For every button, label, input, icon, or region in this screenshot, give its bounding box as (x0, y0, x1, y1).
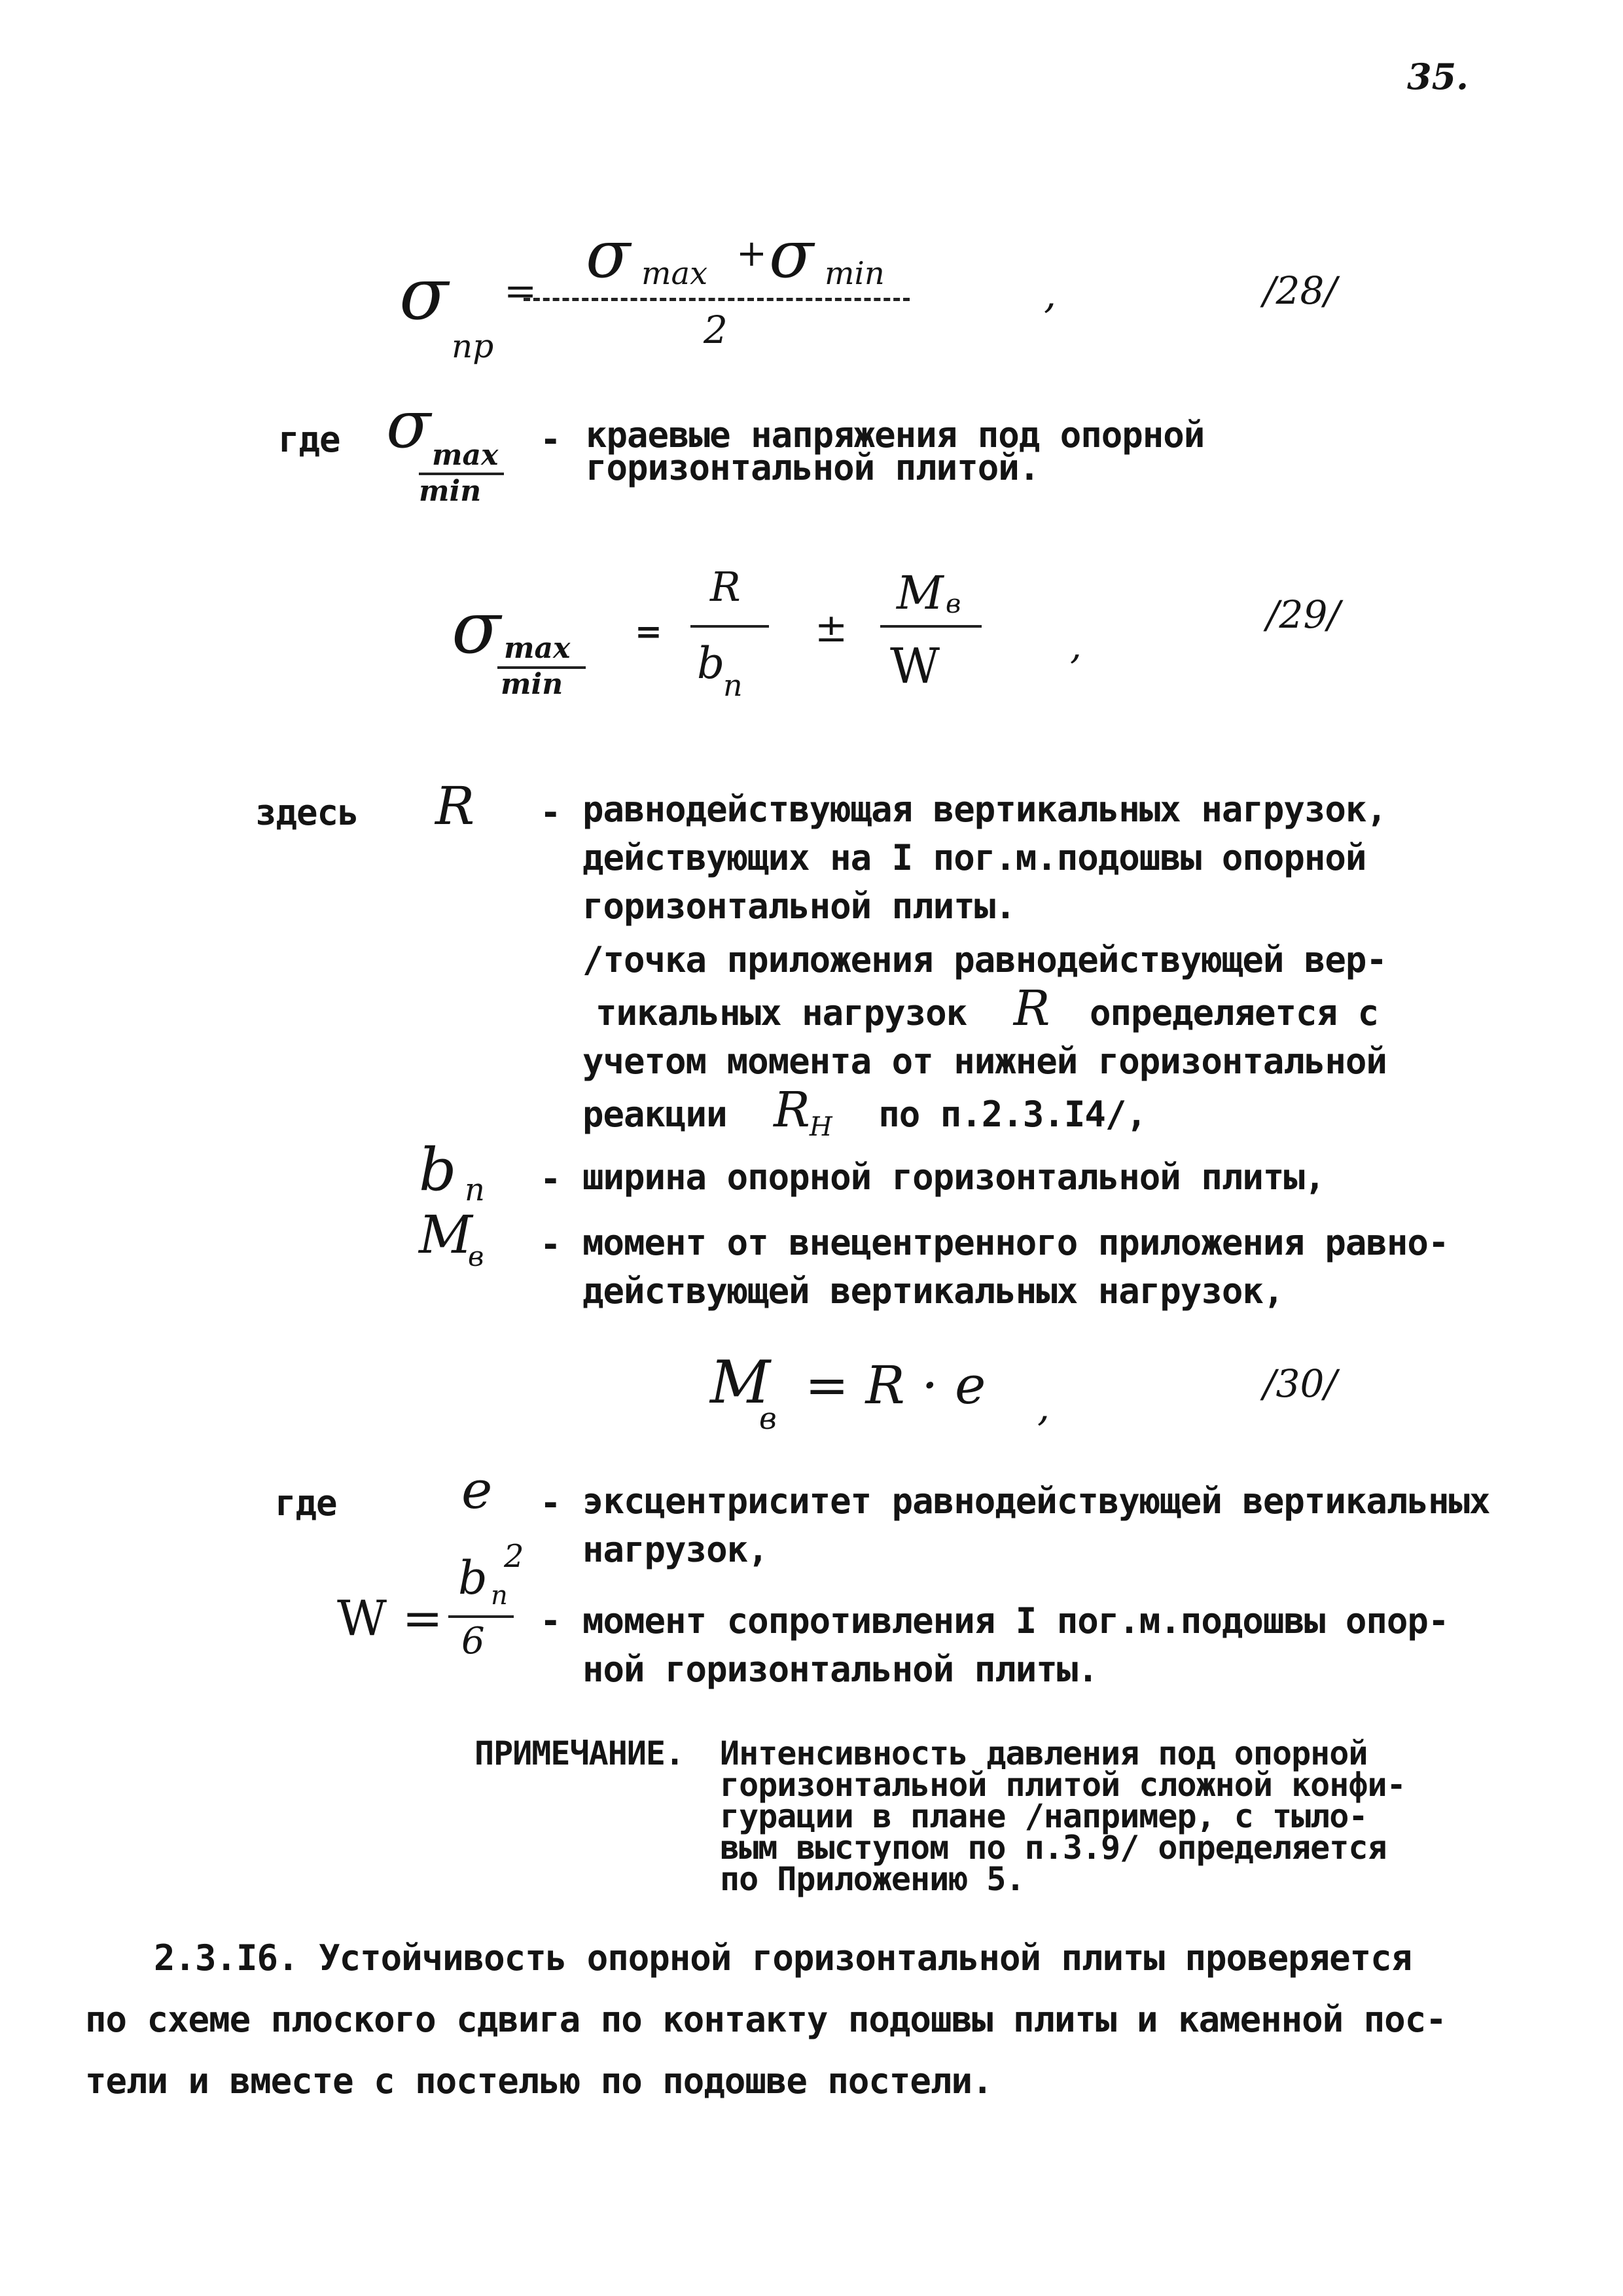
eq29-plus-minus: ± (815, 605, 848, 651)
eq30-comma: , (1037, 1384, 1050, 1430)
note-line-4: вым выступом по п.3.9/ определяется (720, 1829, 1387, 1867)
def-b-symbol: b (419, 1136, 457, 1204)
note-body (720, 1734, 1406, 1898)
eq30-lhs: M (710, 1348, 771, 1417)
def-R-paren-line-4a: реакции (582, 1094, 727, 1135)
eq28-denominator: 2 (704, 308, 728, 352)
where1-description (586, 414, 1205, 488)
eq28-equals: = (504, 268, 537, 314)
def-W-line-1: момент сопротивления I пог.м.подошвы опор- (582, 1600, 1449, 1641)
def-e-description (582, 1477, 1489, 1574)
def-R-paren-line-2b: определяется с (1089, 992, 1379, 1033)
def-M-dash: - (540, 1224, 562, 1265)
eq29-f2-num-sub: в (946, 589, 961, 619)
note-line-3: гурации в плане /например, с тыло- (720, 1797, 1368, 1835)
where-word-2: где (275, 1482, 337, 1524)
def-W-num-sub: п (491, 1581, 508, 1611)
def-R-paren-line-4b: по п.2.3.I4/, (878, 1094, 1147, 1135)
eq29-f2-bar (880, 625, 982, 628)
eq29-equals: = (635, 612, 662, 651)
eq29-f1-den-sub: п (723, 668, 743, 703)
eq28-num-sub-min: min (825, 255, 885, 292)
def-W-num: b (458, 1551, 488, 1605)
def-b-sub: п (465, 1172, 485, 1208)
eq28-fraction-bar (524, 298, 910, 301)
where1-sigma-sub: min (419, 475, 482, 508)
where-word-1: где (278, 419, 340, 460)
def-W-description (582, 1597, 1448, 1694)
where1-dash: - (540, 419, 562, 460)
def-M-description (582, 1219, 1448, 1316)
def-R-paren-line-2 (582, 980, 1387, 1037)
def-M-sub: в (468, 1240, 484, 1272)
def-M-line-1: момент от внецентренного приложения равно- (582, 1222, 1449, 1263)
eq28-num-sub-max: max (641, 255, 708, 292)
def-R-paren-RH-sub: Н (809, 1112, 832, 1142)
para-line-1: 2.3.I6. Устойчивость опорной горизонтальной плиты проверяется (154, 1937, 1412, 1979)
eq29-f1-den: b (697, 638, 725, 689)
where1-sigma-sup: max (432, 439, 499, 472)
def-W-den: 6 (461, 1620, 485, 1662)
def-W-dash: - (540, 1600, 562, 1641)
eq28-lhs-sub: пр (452, 327, 494, 365)
eq29-lhs-sigma: σ (452, 586, 501, 670)
where1-sigma: σ (386, 386, 431, 463)
def-R-description (582, 785, 1387, 1151)
def-e-line-1: эксцентриситет равнодействующей вертикальных (582, 1480, 1490, 1522)
page-number: 35. (1407, 56, 1469, 98)
eq30-number: /30/ (1263, 1361, 1337, 1406)
eq29-number: /29/ (1266, 592, 1340, 637)
eq30-rhs: = R · e (805, 1355, 986, 1416)
def-e-line-2: нагрузок, (582, 1529, 768, 1570)
eq29-f1-bar (690, 625, 769, 628)
eq28-num-sigma-b: σ (769, 216, 814, 293)
note-line-1: Интенсивность давления под опорной (720, 1734, 1368, 1772)
eq28-lhs-sigma: σ (399, 252, 449, 336)
def-b-text: ширина опорной горизонтальной плиты, (582, 1157, 1325, 1198)
eq28-comma: , (1044, 272, 1057, 317)
def-R-line-3: горизонтальной плиты. (582, 886, 1016, 927)
def-M-symbol: M (419, 1204, 473, 1265)
def-W-lhs: W = (337, 1590, 443, 1647)
def-W-line-2: ной горизонтальной плиты. (582, 1649, 1098, 1690)
def-R-line-2: действующих на I пог.м.подошвы опорной (582, 837, 1366, 878)
def-R-paren-line-3: учетом момента от нижней горизонтальной (582, 1041, 1387, 1082)
def-M-line-2: действующей вертикальных нагрузок, (582, 1270, 1284, 1312)
def-e-dash: - (540, 1482, 562, 1524)
def-R-paren-line-2a: тикальных нагрузок (596, 992, 967, 1033)
eq28-num-op: + (736, 232, 767, 275)
eq29-lhs-sup: max (504, 632, 571, 665)
eq28-number: /28/ (1263, 268, 1337, 313)
note-line-5: по Приложению 5. (720, 1860, 1025, 1898)
def-R-paren-line-1: /точка приложения равнодействующей вер- (582, 939, 1387, 980)
eq28-num-sigma-a: σ (586, 216, 631, 293)
eq29-lhs-sub: min (501, 668, 563, 701)
def-b-dash: - (540, 1158, 562, 1200)
note-label: ПРИМЕЧАНИЕ. (474, 1734, 685, 1772)
where1-line-1: краевые напряжения под опорной (586, 414, 1205, 456)
where1-line-2: горизонтальной плитой. (586, 447, 1040, 488)
def-e-symbol: e (461, 1460, 493, 1520)
para-line-2: по схеме плоского сдвига по контакту подошвы плиты и каменной пос- (85, 1999, 1446, 2040)
def-W-num-sup: 2 (504, 1538, 524, 1575)
def-R-paren-R-symbol: R (1013, 980, 1050, 1037)
para-line-3: тели и вместе с постелью по подошве постели. (85, 2060, 993, 2102)
def-R-paren-RH-symbol: R (774, 1082, 810, 1138)
def-R-symbol: R (435, 776, 475, 836)
eq29-f2-den: W (890, 638, 940, 694)
def-R-paren-line-4 (582, 1082, 1387, 1151)
eq30-lhs-sub: в (759, 1401, 777, 1436)
def-R-dash: - (540, 792, 562, 833)
note-line-2: горизонтальной плитой сложной конфи- (720, 1766, 1406, 1804)
def-R-line-1: равнодействующая вертикальных нагрузок, (582, 789, 1387, 830)
eq29-f2-num: M (897, 566, 944, 620)
def-W-bar (448, 1615, 514, 1618)
eq29-comma: , (1070, 625, 1082, 668)
here-word: здесь (255, 792, 359, 833)
eq29-f1-num: R (710, 563, 741, 611)
